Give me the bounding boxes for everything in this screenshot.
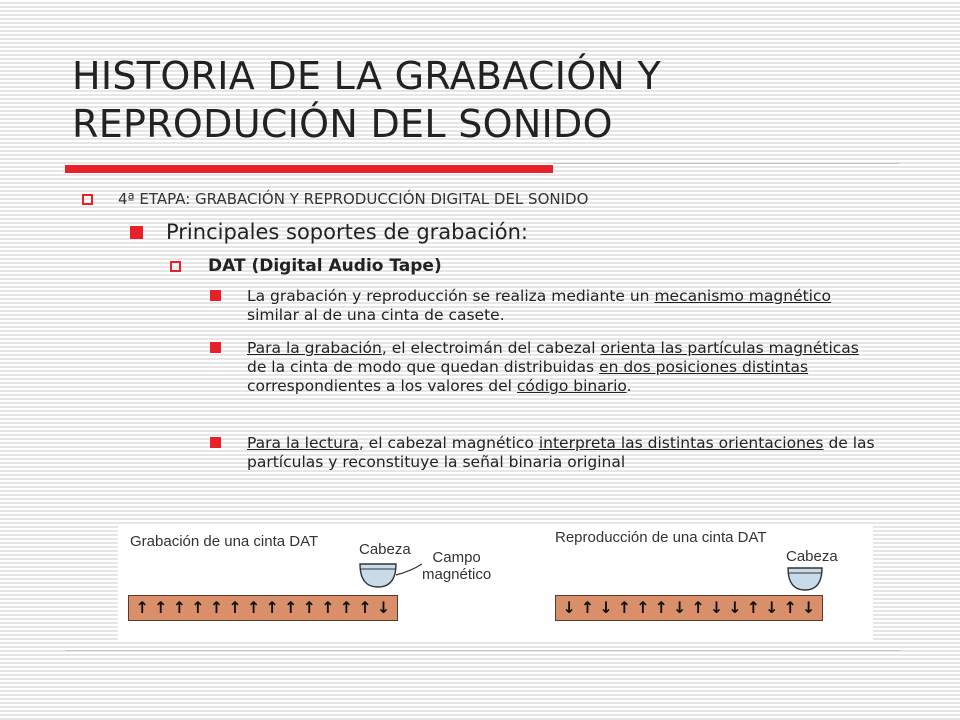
- text-segment: de las partículas y reconstituye la señal binaria original: [247, 434, 875, 471]
- playback-tape: [555, 595, 823, 621]
- slide-title-line-1: HISTORIA DE LA GRABACIÓN Y: [72, 54, 662, 98]
- title-underline-rule: [553, 163, 900, 164]
- text-segment: correspondientes a los valores del: [247, 377, 517, 395]
- arrow-down-icon: ↓: [728, 598, 742, 617]
- arrow-up-icon: ↑: [172, 598, 187, 617]
- solid-square-bullet-icon: [210, 437, 221, 448]
- underlined-text: en dos posiciones distintas: [599, 358, 809, 376]
- arrow-up-icon: ↑: [154, 598, 168, 617]
- supports-heading: Principales soportes de grabación:: [166, 220, 528, 244]
- title-underline-accent: [65, 165, 553, 173]
- recording-tape: [128, 595, 398, 621]
- bullet-text: [247, 434, 880, 472]
- solid-square-bullet-icon: [130, 226, 143, 239]
- arrow-up-icon: ↑: [783, 598, 797, 617]
- arrow-up-icon: ↑: [580, 598, 595, 617]
- arrow-up-icon: ↑: [358, 598, 372, 617]
- arrow-up-icon: ↑: [265, 598, 279, 617]
- hollow-square-bullet-icon: [170, 261, 181, 272]
- arrow-up-icon: ↑: [209, 598, 224, 617]
- solid-square-bullet-icon: [210, 290, 221, 301]
- magnetic-field-label-line-1: Campo: [432, 549, 481, 566]
- arrow-up-icon: ↑: [691, 598, 705, 617]
- underlined-text: mecanismo magnético: [654, 287, 831, 305]
- recording-head-label: Cabeza: [359, 541, 411, 558]
- text-segment: La grabación y reproducción se realiza mediante un: [247, 287, 655, 305]
- arrow-down-icon: ↓: [709, 598, 724, 617]
- text-segment: de la cinta de modo que quedan distribuidas: [247, 358, 600, 376]
- arrow-up-icon: ↑: [746, 598, 761, 617]
- arrow-up-icon: ↑: [339, 598, 354, 617]
- arrow-up-icon: ↑: [636, 598, 650, 617]
- bullet-recording: [210, 339, 880, 396]
- arrow-up-icon: ↑: [617, 598, 632, 617]
- text-segment: , el electroimán del cabezal: [381, 339, 601, 357]
- arrow-down-icon: ↓: [801, 598, 816, 617]
- arrow-up-icon: ↑: [321, 598, 335, 617]
- playback-diagram-title: Reproducción de una cinta DAT: [555, 529, 767, 546]
- hollow-square-bullet-icon: [82, 194, 93, 205]
- slide-title-line-2: REPRODUCIÓN DEL SONIDO: [72, 102, 613, 146]
- stage-heading: 4ª ETAPA: GRABACIÓN Y REPRODUCCIÓN DIGITAL DEL SONIDO: [118, 190, 589, 208]
- underlined-text: código binario: [516, 377, 627, 395]
- bullet-mechanism: [210, 287, 880, 325]
- arrow-down-icon: ↓: [376, 598, 391, 617]
- dat-heading: DAT (Digital Audio Tape): [208, 256, 442, 276]
- underlined-text: Para la grabación: [247, 339, 382, 357]
- bullet-reading: [210, 434, 880, 472]
- text-segment: , el cabezal magnético: [358, 434, 539, 452]
- playback-head-icon: [786, 565, 826, 593]
- underlined-text: Para la lectura: [247, 434, 359, 452]
- bullet-text: [247, 339, 880, 396]
- magnetic-field-label-line-2: magnético: [422, 566, 492, 583]
- footer-rule: [65, 650, 900, 651]
- bullet-text: [247, 287, 880, 325]
- arrow-up-icon: ↑: [654, 598, 669, 617]
- arrow-down-icon: ↓: [673, 598, 687, 617]
- arrow-up-icon: ↑: [302, 598, 317, 617]
- arrow-up-icon: ↑: [246, 598, 261, 617]
- dat-diagram: [118, 525, 873, 640]
- underlined-text: interpreta las distintas orientaciones: [538, 434, 824, 452]
- arrow-down-icon: ↓: [599, 598, 613, 617]
- solid-square-bullet-icon: [210, 342, 221, 353]
- arrow-up-icon: ↑: [228, 598, 242, 617]
- arrow-up-icon: ↑: [284, 598, 298, 617]
- arrow-up-icon: ↑: [135, 598, 149, 617]
- recording-head-icon: [356, 561, 436, 593]
- text-segment: similar al de una cinta de casete.: [247, 306, 505, 324]
- recording-diagram-title: Grabación de una cinta DAT: [130, 533, 319, 550]
- arrow-up-icon: ↑: [191, 598, 205, 617]
- text-segment: .: [626, 377, 632, 395]
- playback-head-label: Cabeza: [786, 548, 838, 565]
- underlined-text: orienta las partículas magnéticas: [600, 339, 859, 357]
- arrow-down-icon: ↓: [562, 598, 576, 617]
- slide-title: [72, 52, 892, 148]
- arrow-down-icon: ↓: [765, 598, 779, 617]
